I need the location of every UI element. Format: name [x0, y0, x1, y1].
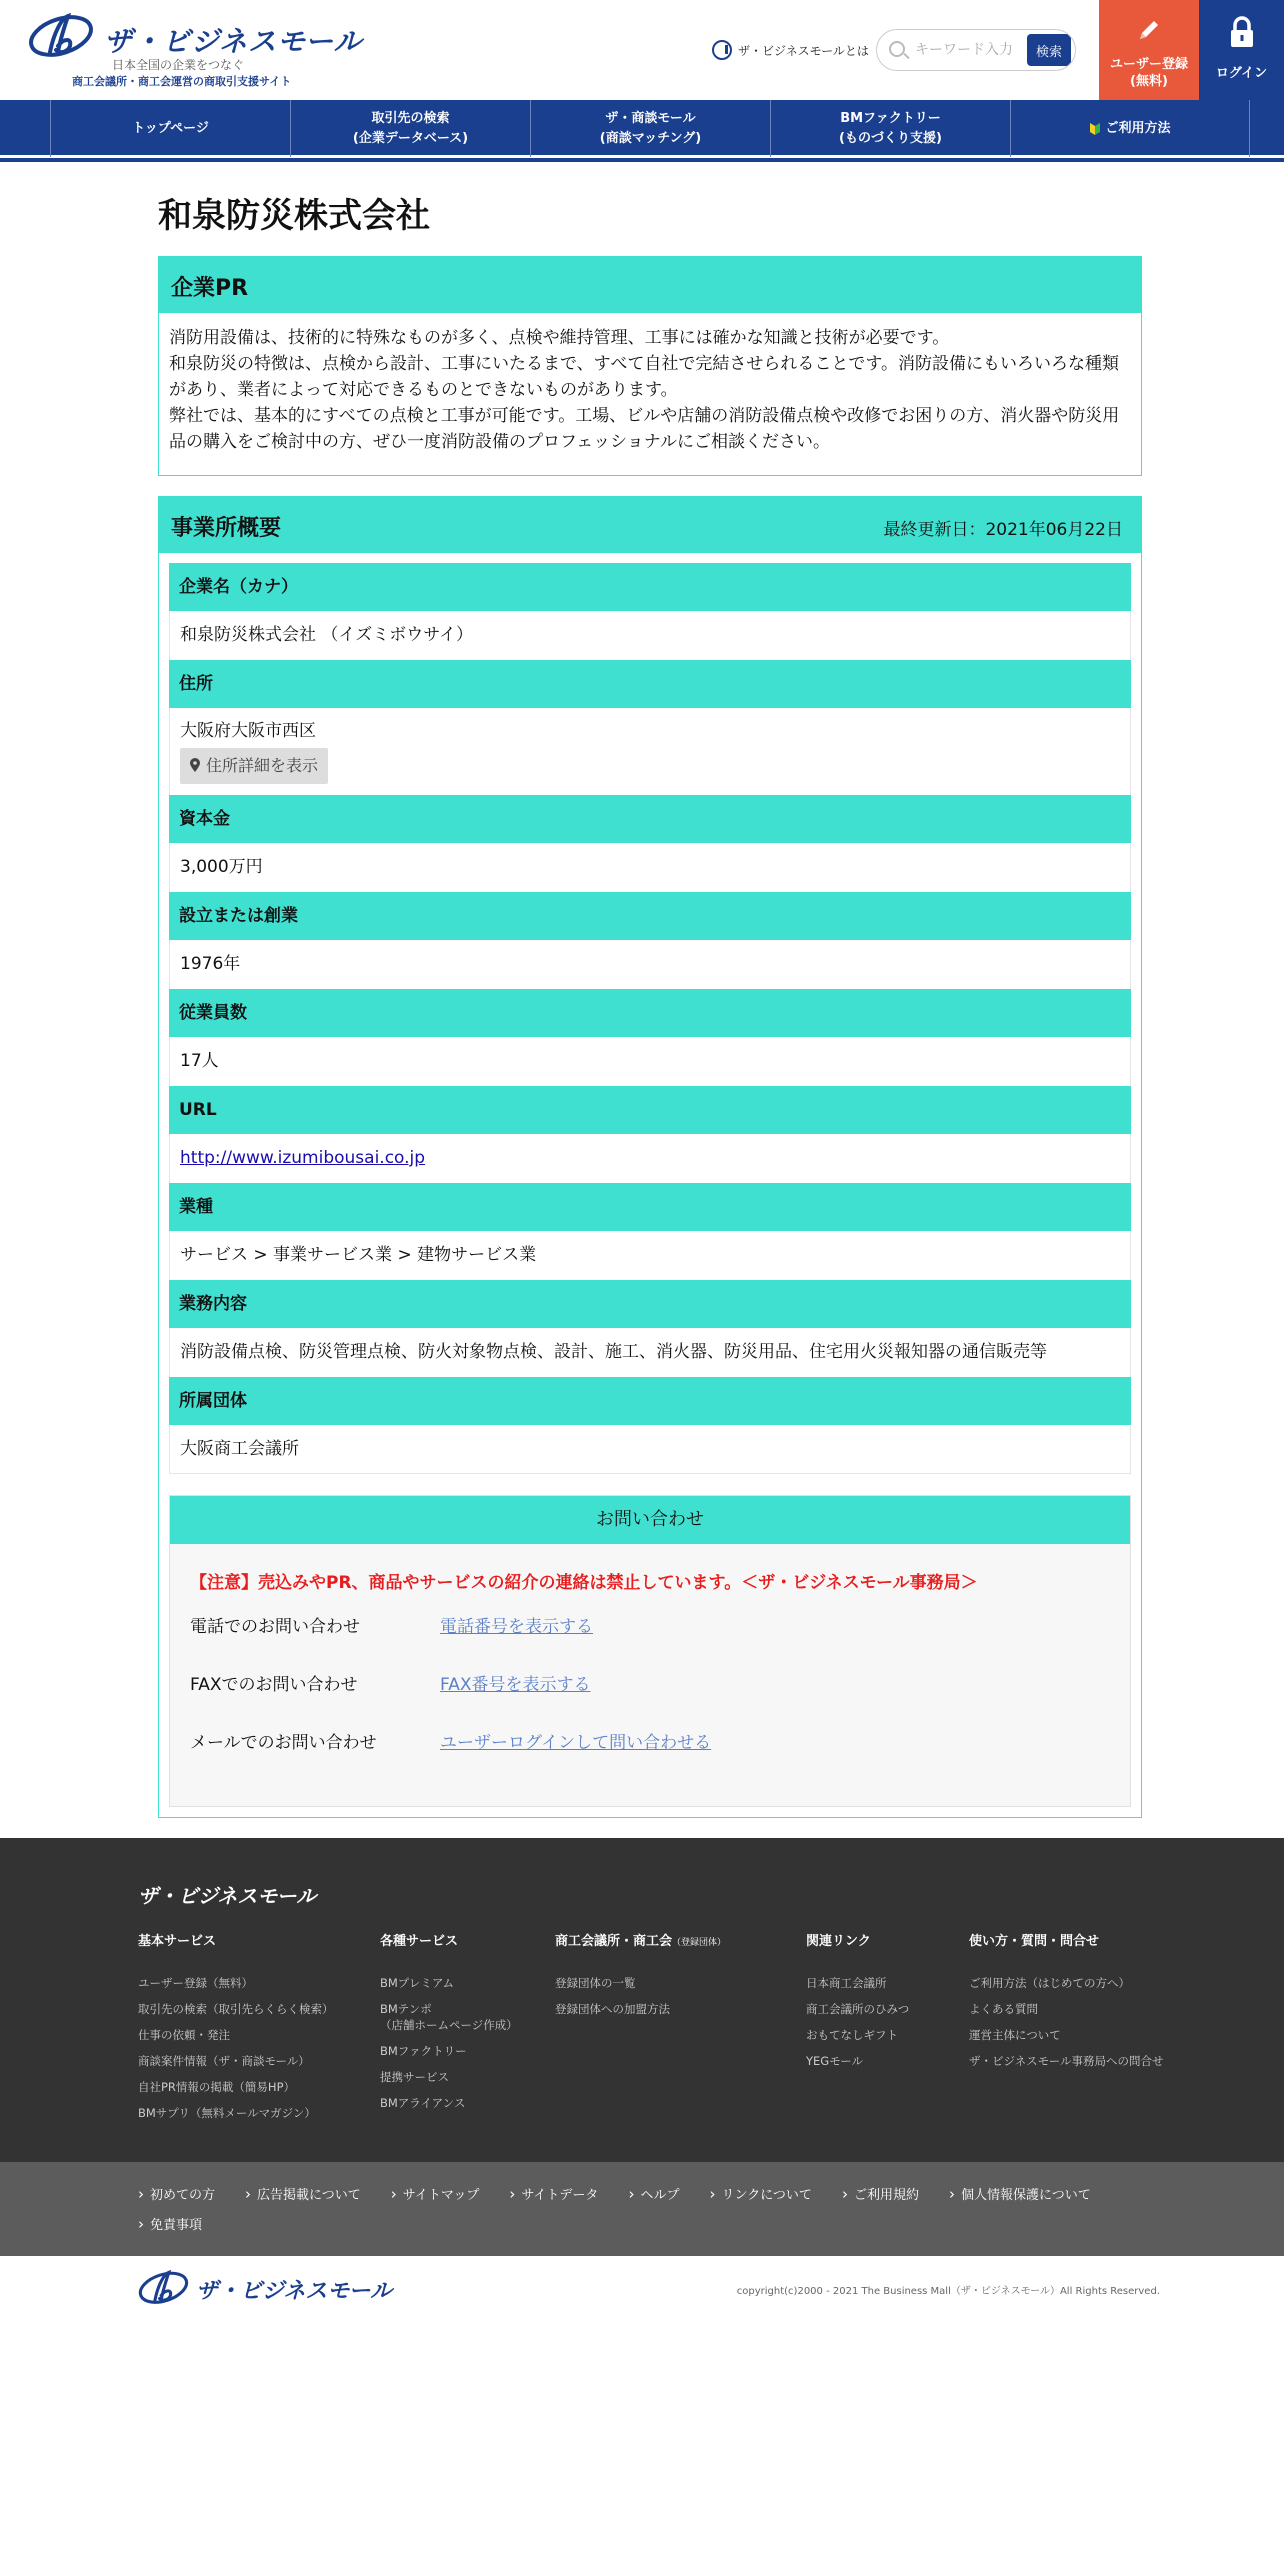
footer-col-help [969, 1930, 1169, 2079]
footer-link[interactable]: 登録団体への加盟方法 [555, 2002, 670, 2016]
footer-link[interactable]: 仕事の依頼・発注 [138, 2028, 230, 2042]
site-header [0, 0, 1284, 100]
sub-footer-links [0, 2162, 1284, 2256]
pr-text: 消防用設備は、技術的に特殊なものが多く、点検や維持管理、工事には確かな知識と技術が必要です。 和泉防災の特徴は、点検から設計、工事にいたるまで、すべて自社で完結させられることです。消防設備にもいろいろな種類があり、業者によって対応できるものとできないものがあります。 弊社では、基本的にすべての点検と工事が可能です。工場、ビルや店舗の消防設備点検や改修でお困りの方、消火器や防災用品の購入をご検討中の方、ぜひ一度消防設備のプロフェッショナルにご相談ください。 [169, 328, 1120, 452]
subfooter-link-sitemap[interactable]: › サイトマップ [391, 2186, 480, 2204]
global-nav [0, 100, 1284, 158]
footer-link[interactable]: BMアライアンス [380, 2096, 466, 2110]
field-value-name: 和泉防災株式会社 （イズミボウサイ） [169, 611, 1131, 660]
search-icon [889, 41, 905, 57]
pr-header [159, 257, 1141, 313]
footer-link[interactable]: 運営主体について [969, 2028, 1061, 2042]
field-label-industry: 業種 [169, 1183, 1131, 1231]
logo-tagline: 日本全国の企業をつなぐ [112, 58, 245, 72]
field-value-group: 大阪商工会議所 [169, 1425, 1131, 1474]
field-value-founded: 1976年 [169, 940, 1131, 989]
beginner-mark-icon [1089, 122, 1101, 136]
logo-mark-icon [28, 12, 98, 58]
bottom-logo-mark-icon [138, 2268, 192, 2306]
nav-item-bm-factory[interactable]: BMファクトリー (ものづくり支援) [770, 100, 1010, 157]
search-input[interactable] [915, 38, 1021, 62]
pr-heading: 企業PR [171, 276, 249, 301]
contact-fax-label: FAXでのお問い合わせ [190, 1675, 358, 1695]
field-label-employees: 従業員数 [169, 989, 1131, 1037]
show-phone-link[interactable]: 電話番号を表示する [440, 1617, 593, 1637]
company-pr-section [158, 256, 1142, 476]
subfooter-link-help[interactable]: › ヘルプ [628, 2186, 679, 2204]
page-title: 和泉防災株式会社 [158, 196, 430, 236]
footer-col-services-title: 各種サービス [380, 1934, 459, 1949]
subfooter-link-terms[interactable]: › ご利用規約 [842, 2186, 919, 2204]
show-address-label: 住所詳細を表示 [206, 756, 319, 775]
logo-text: ザ・ビジネスモール [104, 25, 363, 58]
about-icon [712, 40, 732, 60]
office-info-table [169, 563, 1131, 1474]
footer-col-related [806, 1930, 909, 2079]
bottom-logo-text: ザ・ビジネスモール [196, 2279, 393, 2304]
footer-link[interactable]: BMテンポ （店舗ホームページ作成） [380, 2002, 518, 2032]
field-label-name: 企業名（カナ） [169, 563, 1131, 611]
login-to-contact-link[interactable]: ユーザーログインして問い合わせる [440, 1733, 712, 1753]
footer-link[interactable]: 商談案件情報（ザ・商談モール） [138, 2054, 310, 2068]
search-button[interactable]: 検索 [1027, 34, 1071, 66]
nav-item-how-to-use-label: ご利用方法 [1105, 120, 1171, 136]
site-logo[interactable] [28, 12, 363, 92]
field-value-capital: 3,000万円 [169, 843, 1131, 892]
map-pin-icon [190, 758, 200, 772]
footer-col-help-title: 使い方・質問・問合せ [969, 1934, 1100, 1949]
pencil-icon [1137, 18, 1161, 42]
footer-col-chambers-title-small: （登録団体） [672, 1938, 727, 1948]
field-label-capital: 資本金 [169, 795, 1131, 843]
subfooter-link-links[interactable]: › リンクについて [709, 2186, 811, 2204]
search-box [876, 29, 1076, 71]
footer-col-chambers-title [555, 1930, 726, 1949]
register-button[interactable] [1099, 0, 1199, 100]
footer-col-chambers-title-main: 商工会議所・商工会 [555, 1934, 673, 1949]
copyright: copyright(c)2000 - 2021 The Business Mall（ザ・ビジネスモール）All Rights Reserved. [736, 2286, 1160, 2297]
nav-item-how-to-use[interactable] [1010, 100, 1250, 157]
office-heading: 事業所概要 [171, 516, 282, 541]
footer-logo[interactable]: ザ・ビジネスモール [138, 1884, 317, 1908]
nav-item-top[interactable]: トップページ [50, 100, 290, 157]
footer-link[interactable]: BMサプリ（無料メールマガジン） [138, 2106, 316, 2120]
subfooter-link-privacy[interactable]: › 個人情報保護について [949, 2186, 1091, 2204]
footer-link[interactable]: 取引先の検索（取引先らくらく検索） [138, 2002, 334, 2016]
contact-heading: お問い合わせ [170, 1496, 1130, 1544]
field-value-industry: サービス > 事業サービス業 > 建物サービス業 [169, 1231, 1131, 1280]
contact-phone-label: 電話でのお問い合わせ [190, 1617, 360, 1637]
footer-link[interactable]: ザ・ビジネスモール事務局への問合せ [969, 2054, 1164, 2068]
footer-link[interactable]: BMプレミアム [380, 1976, 455, 1990]
office-header [159, 497, 1141, 553]
footer-link[interactable]: BMファクトリー [380, 2044, 467, 2058]
subfooter-link-disclaimer[interactable]: › 免責事項 [138, 2216, 202, 2234]
lock-icon [1228, 16, 1256, 48]
field-value-employees: 17人 [169, 1037, 1131, 1086]
show-address-button[interactable] [180, 748, 328, 784]
contact-section [169, 1495, 1131, 1807]
footer-col-basic-title: 基本サービス [138, 1934, 217, 1949]
footer-link[interactable]: 自社PR情報の掲載（簡易HP） [138, 2080, 296, 2094]
field-label-address: 住所 [169, 660, 1131, 708]
field-value-address: 大阪府大阪市西区 [180, 721, 316, 741]
field-value-address-cell [169, 708, 1131, 795]
field-label-group: 所属団体 [169, 1377, 1131, 1425]
subfooter-link-site-data[interactable]: › サイトデータ [509, 2186, 598, 2204]
company-url-link[interactable]: http://www.izumibousai.co.jp [180, 1148, 426, 1168]
last-updated: 最終更新日：2021年06月22日 [883, 520, 1123, 540]
nav-underline [0, 158, 1284, 162]
office-overview-section [158, 496, 1142, 1818]
field-label-founded: 設立または創業 [169, 892, 1131, 940]
footer-col-chambers [555, 1930, 726, 2027]
field-label-business: 業務内容 [169, 1280, 1131, 1328]
footer-col-services [380, 1930, 518, 2121]
footer-col-basic [138, 1930, 334, 2131]
contact-warning: 【注意】売込みやPR、商品やサービスの紹介の連絡は禁止しています。＜ザ・ビジネスモール事務局＞ [190, 1573, 978, 1593]
show-fax-link[interactable]: FAX番号を表示する [440, 1675, 591, 1695]
footer-link[interactable]: 登録団体の一覧 [555, 1976, 636, 1990]
site-footer [0, 1838, 1284, 2162]
footer-link[interactable]: 日本商工会議所 [806, 1976, 887, 1990]
footer-link[interactable]: おもてなしギフト [806, 2028, 898, 2042]
login-button[interactable] [1199, 0, 1284, 100]
footer-link[interactable]: よくある質問 [969, 2002, 1038, 2016]
footer-link[interactable]: ご利用方法（はじめての方へ） [969, 1976, 1130, 1990]
subfooter-link-advertising[interactable]: › 広告掲載について [245, 2186, 361, 2204]
field-value-url-cell [169, 1134, 1131, 1183]
footer-link[interactable]: 商工会議所のひみつ [806, 2002, 910, 2016]
about-link[interactable] [712, 38, 869, 62]
field-value-business: 消防設備点検、防災管理点検、防火対象物点検、設計、施工、消火器、防災用品、住宅用火災報知器の通信販売等 [169, 1328, 1131, 1377]
subfooter-link-first-time[interactable]: › 初めての方 [138, 2186, 215, 2204]
register-label: ユーザー登録 (無料) [1109, 57, 1188, 89]
about-link-label: ザ・ビジネスモールとは [738, 43, 869, 58]
footer-link[interactable]: YEGモール [806, 2054, 864, 2068]
bottom-bar [0, 2256, 1284, 2568]
footer-link[interactable]: ユーザー登録（無料） [138, 1976, 253, 1990]
logo-subtitle: 商工会議所・商工会運営の商取引支援サイト [72, 75, 292, 88]
field-label-url: URL [169, 1086, 1131, 1134]
login-label: ログイン [1215, 66, 1268, 81]
footer-link[interactable]: 提携サービス [380, 2070, 449, 2084]
contact-mail-label: メールでのお問い合わせ [190, 1733, 377, 1753]
bottom-logo[interactable] [138, 2268, 393, 2308]
nav-item-company-search[interactable]: 取引先の検索 (企業データベース) [290, 100, 530, 157]
footer-col-related-title: 関連リンク [806, 1934, 871, 1949]
nav-item-business-matching[interactable]: ザ・商談モール (商談マッチング) [530, 100, 770, 157]
